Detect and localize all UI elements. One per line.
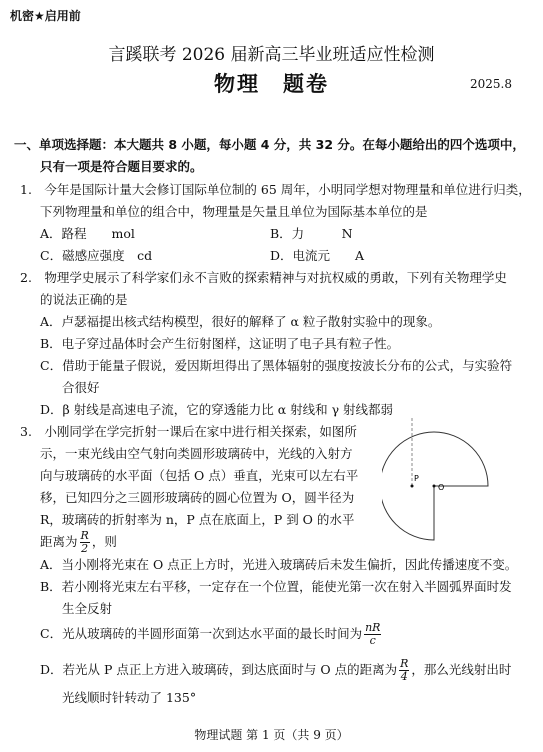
fraction-r-over-4: $\frac{R}{4}$	[400, 657, 409, 683]
q3-option-b-line2: 生全反射	[62, 601, 113, 616]
label-o: O	[438, 483, 445, 492]
q3-option-b-line1: B．若小刚将光束左右平移，一定存在一个位置，能使光第一次在射入半圆弧界面时发	[40, 579, 512, 594]
q3-stem-line2: 示，一束光线由空气射向类圆形玻璃砖中，光线的入射方	[40, 446, 353, 461]
q3-option-c-text: C．光从玻璃砖的半圆形面第一次到达水平面的最长时间为	[40, 626, 363, 641]
section-heading: 一、单项选择题：本大题共 8 小题，每小题 4 分，共 32 分。在每小题给出的四个选项中，	[14, 137, 525, 152]
q1-option-a: A．路程 mol	[40, 226, 135, 241]
q3-stem-line5: R，玻璃砖的折射率为 n，P 点在底面上，P 到 O 的水平	[40, 512, 355, 527]
q1-stem-line2: 下列物理量和单位的组合中，物理量是矢量且单位为国际基本单位的是	[40, 204, 428, 219]
point-o-dot	[433, 485, 436, 488]
fraction-nr-over-c: $\frac{nR}{c}$	[365, 621, 381, 647]
q1-option-b: B．力 N	[270, 226, 353, 241]
section-heading-cont: 只有一项是符合题目要求的。	[40, 159, 203, 174]
fraction-r-over-2: $\frac{R}{2}$	[80, 529, 89, 555]
q3-option-d-line2: 光线顺时针转动了 135°	[62, 690, 197, 705]
exam-date: 2025.8	[470, 77, 512, 91]
q2-option-b: B．电子穿过晶体时会产生衍射图样，这证明了电子具有粒子性。	[40, 336, 400, 351]
q2-option-c-line2: 合很好	[62, 380, 100, 395]
q2-stem-line1: 2. 物理学史展示了科学家们永不言败的探索精神与对抗权威的勇敢，下列有关物理学史	[20, 270, 507, 285]
q3-distance-text: 距离为	[40, 534, 78, 549]
q1-stem-line1: 1. 今年是国际计量大会修订国际单位制的 65 周年，小明同学想对物理量和单位进行归类，	[20, 182, 531, 197]
exam-title: 言蹊联考 2026 届新高三毕业班适应性检测	[108, 45, 435, 65]
subject-title: 物理 题卷	[214, 71, 329, 96]
page-footer: 物理试题 第 1 页（共 9 页）	[194, 728, 349, 742]
q3-option-d-tail: ，那么光线射出时	[411, 662, 512, 677]
label-p: P	[414, 474, 419, 483]
q3-option-a: A．当小刚将光束在 O 点正上方时，光进入玻璃砖后未发生偏折，因此传播速度不变。	[40, 557, 518, 572]
q1-option-c: C．磁感应强度 cd	[40, 248, 153, 263]
q3-stem-line3: 向与玻璃砖的水平面（包括 O 点）垂直，光束可以左右平	[40, 468, 359, 483]
confidential-label: 机密★启用前	[10, 9, 81, 23]
q3-stem-line1: 3. 小刚同学在学完折射一课后在家中进行相关探索，如图所	[20, 424, 357, 439]
point-p-dot	[411, 485, 414, 488]
q2-option-a: A．卢瑟福提出核式结构模型，很好的解释了 α 粒子散射实验中的现象。	[40, 314, 441, 329]
q3-option-d-text: D．若光从 P 点正上方进入玻璃砖，到达底面时与 O 点的距离为	[40, 662, 398, 677]
q3-option-c	[40, 622, 383, 647]
q3-stem-line4: 移，已知四分之三圆形玻璃砖的圆心位置为 O，圆半径为	[40, 490, 355, 505]
glass-brick-diagram	[382, 418, 492, 548]
q2-option-c-line1: C．借助于能量子假说，爱因斯坦得出了黑体辐射的强度按波长分布的公式，与实验符	[40, 358, 513, 373]
q2-option-d: D．β 射线是高速电子流，它的穿透能力比 α 射线和 γ 射线都弱	[40, 402, 394, 417]
q3-then-text: ，则	[91, 534, 117, 549]
q2-stem-line2: 的说法正确的是	[40, 292, 128, 307]
q3-stem-line6	[40, 530, 117, 555]
q1-option-d: D．电流元 A	[270, 248, 365, 263]
q3-option-d-line1	[40, 658, 511, 683]
